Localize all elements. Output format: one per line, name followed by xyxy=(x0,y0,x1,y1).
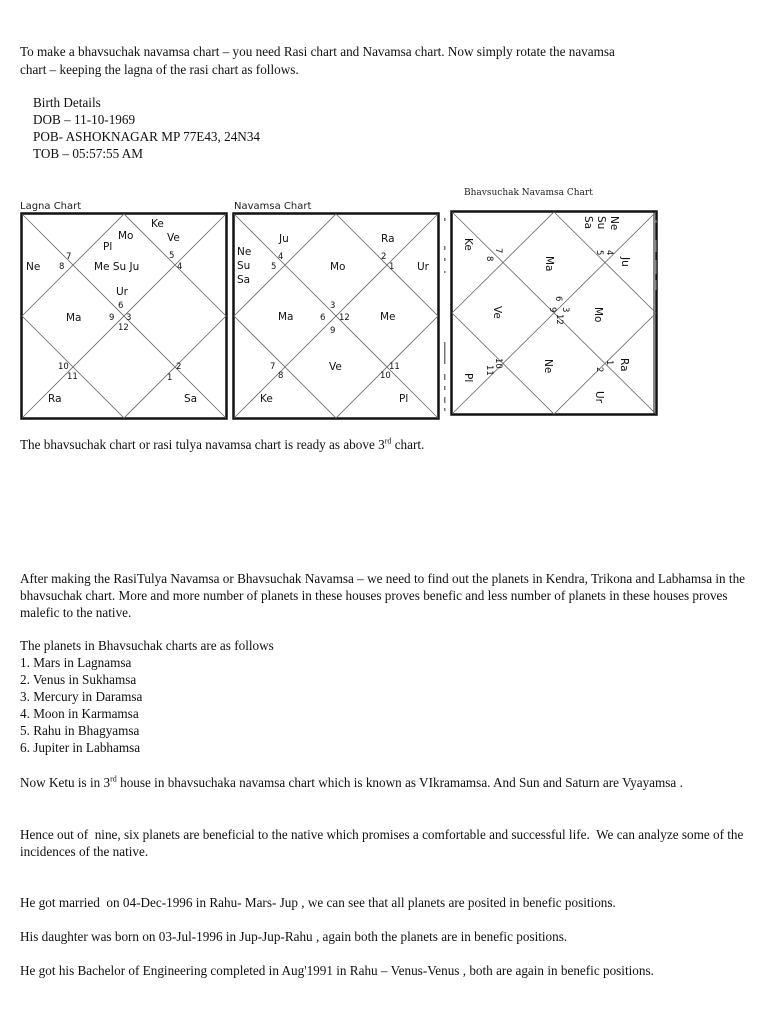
navamsa-me: Me xyxy=(380,311,396,323)
lagna-house-2: 2 xyxy=(176,362,182,372)
lagna-ra: Ra xyxy=(48,393,62,405)
bhav-house-8: 8 xyxy=(484,256,494,262)
lagna-chart-title: Lagna Chart xyxy=(20,201,82,212)
bhav-house-3: 3 xyxy=(560,307,570,313)
navamsa-ur: Ur xyxy=(417,261,430,273)
lagna-house-9: 9 xyxy=(109,313,115,323)
bhav-ra: Ra xyxy=(618,358,630,372)
lagna-ur: Ur xyxy=(116,286,129,298)
bhav-ne2: Ne xyxy=(542,359,554,374)
bhav-house-4: 4 xyxy=(604,250,614,256)
lagna-me-su-ju: Me Su Ju xyxy=(94,261,140,273)
bhav-house-11: 11 xyxy=(484,365,494,376)
navamsa-house-3: 3 xyxy=(330,301,336,311)
bhav-ju: Ju xyxy=(619,257,631,267)
bhav-house-9: 9 xyxy=(547,307,557,313)
lagna-house-1: 1 xyxy=(167,373,173,383)
lagna-ve: Ve xyxy=(167,232,180,244)
intro-line-2: chart – keeping the lagna of the rasi chart as follows. xyxy=(20,62,299,77)
lagna-ne: Ne xyxy=(26,261,41,273)
lagna-house-5: 5 xyxy=(169,251,175,261)
lagna-mo: Mo xyxy=(118,230,134,242)
navamsa-house-10: 10 xyxy=(380,371,391,381)
chart-ready-text: The bhavsuchak chart or rasi tulya navamsa chart is ready as above 3rd chart. xyxy=(20,436,425,452)
bhav-house-1: 1 xyxy=(604,360,614,366)
bhav-house-2: 2 xyxy=(594,367,604,373)
bhav-ur: Ur xyxy=(593,391,605,404)
bhav-ke: Ke xyxy=(462,238,474,251)
list-item: 2. Venus in Sukhamsa xyxy=(20,672,137,687)
ketu-paragraph: Now Ketu is in 3rd house in bhavsuchaka navamsa chart which is known as VIkramamsa. And Sun and Saturn are Vyayamsa . xyxy=(20,774,683,790)
bhav-mo: Mo xyxy=(592,307,604,323)
intro-line-1: To make a bhavsuchak navamsa chart – you need Rasi chart and Navamsa chart. Now simply rotate the navamsa xyxy=(20,44,615,59)
navamsa-ke: Ke xyxy=(260,393,273,405)
lagna-ma: Ma xyxy=(66,312,82,324)
navamsa-house-9: 9 xyxy=(330,326,336,336)
list-item: 3. Mercury in Daramsa xyxy=(20,689,143,704)
list-item: 5. Rahu in Bhagyamsa xyxy=(20,723,140,738)
bhav-house-10: 10 xyxy=(493,358,503,369)
lagna-house-8: 8 xyxy=(59,262,65,272)
bhav-house-6: 6 xyxy=(553,296,563,302)
hence-paragraph: Hence out of nine, six planets are beneficial to the native which promises a comfortable and successful life. We can analyze some of the incidences of the native. xyxy=(20,827,747,859)
bhav-house-12: 12 xyxy=(554,314,564,325)
lagna-house-4: 4 xyxy=(177,262,183,272)
list-item: 6. Jupiter in Labhamsa xyxy=(20,740,141,755)
bhav-ne: Ne xyxy=(608,216,620,231)
birth-pob: POB- ASHOKNAGAR MP 77E43, 24N34 xyxy=(33,129,261,144)
navamsa-chart xyxy=(232,212,440,420)
lagna-house-12: 12 xyxy=(118,323,129,333)
navamsa-ju: Ju xyxy=(279,233,289,245)
lagna-house-3: 3 xyxy=(126,313,132,323)
bhav-house-7: 7 xyxy=(493,248,503,254)
navamsa-house-2: 2 xyxy=(381,252,387,262)
married-line: He got married on 04-Dec-1996 in Rahu- Mars- Jup , we can see that all planets are posited in benefic positions. xyxy=(20,895,616,910)
bhav-ma: Ma xyxy=(543,256,555,272)
navamsa-house-1: 1 xyxy=(389,262,395,272)
bhavsuchak-chart-title: Bhavsuchak Navamsa Chart xyxy=(464,188,593,198)
bhav-pl: Pl xyxy=(462,373,474,383)
birth-details-heading: Birth Details xyxy=(33,95,101,110)
planet-list xyxy=(20,654,142,756)
birth-dob: DOB – 11-10-1969 xyxy=(33,112,136,127)
bhavsuchak-chart xyxy=(450,210,660,416)
navamsa-house-7: 7 xyxy=(270,362,276,372)
navamsa-su: Su xyxy=(237,260,251,272)
navamsa-ve: Ve xyxy=(329,361,342,373)
lagna-pl: Pl xyxy=(103,241,113,253)
daughter-line: His daughter was born on 03-Jul-1996 in Jup-Jup-Rahu , again both the planets are in benefic positions. xyxy=(20,929,568,944)
lagna-sa: Sa xyxy=(184,393,198,405)
navamsa-house-5: 5 xyxy=(271,262,277,272)
lagna-house-11: 11 xyxy=(67,372,78,382)
navamsa-chart-title: Navamsa Chart xyxy=(234,201,312,212)
navamsa-pl: Pl xyxy=(399,393,409,405)
bhav-house-5: 5 xyxy=(594,250,604,256)
after-paragraph: After making the RasiTulya Navamsa or Bhavsuchak Navamsa – we need to find out the planets in Kendra, Trikona and Labhamsa in the bhavsuchak chart. More and more number of planets in these houses proves benefic and less number of planets in these houses proves malefic to the native. xyxy=(20,571,749,620)
navamsa-ra: Ra xyxy=(381,233,395,245)
navamsa-house-4: 4 xyxy=(278,252,284,262)
navamsa-ma: Ma xyxy=(278,311,294,323)
lagna-house-7: 7 xyxy=(66,252,72,262)
navamsa-house-11: 11 xyxy=(389,362,400,372)
bhav-ve: Ve xyxy=(491,306,503,319)
navamsa-mo: Mo xyxy=(330,261,346,273)
navamsa-house-6: 6 xyxy=(320,313,326,323)
lagna-ke: Ke xyxy=(151,218,164,230)
bhav-sa: Sa xyxy=(582,216,594,230)
lagna-house-6: 6 xyxy=(118,301,124,311)
navamsa-house-12: 12 xyxy=(339,313,350,323)
bhav-su: Su xyxy=(595,216,607,230)
list-item: 1. Mars in Lagnamsa xyxy=(20,655,132,670)
lagna-chart xyxy=(20,212,228,420)
list-item: 4. Moon in Karmamsa xyxy=(20,706,139,721)
navamsa-house-8: 8 xyxy=(278,371,284,381)
bachelor-paragraph: He got his Bachelor of Engineering completed in Aug'1991 in Rahu – Venus-Venus , both are again in benefic positions. xyxy=(20,963,654,978)
lagna-house-10: 10 xyxy=(58,362,69,372)
birth-tob: TOB – 05:57:55 AM xyxy=(33,146,144,161)
scan-artifact xyxy=(441,214,449,414)
planets-heading: The planets in Bhavsuchak charts are as follows xyxy=(20,638,274,653)
navamsa-sa: Sa xyxy=(237,274,251,286)
navamsa-ne: Ne xyxy=(237,246,252,258)
